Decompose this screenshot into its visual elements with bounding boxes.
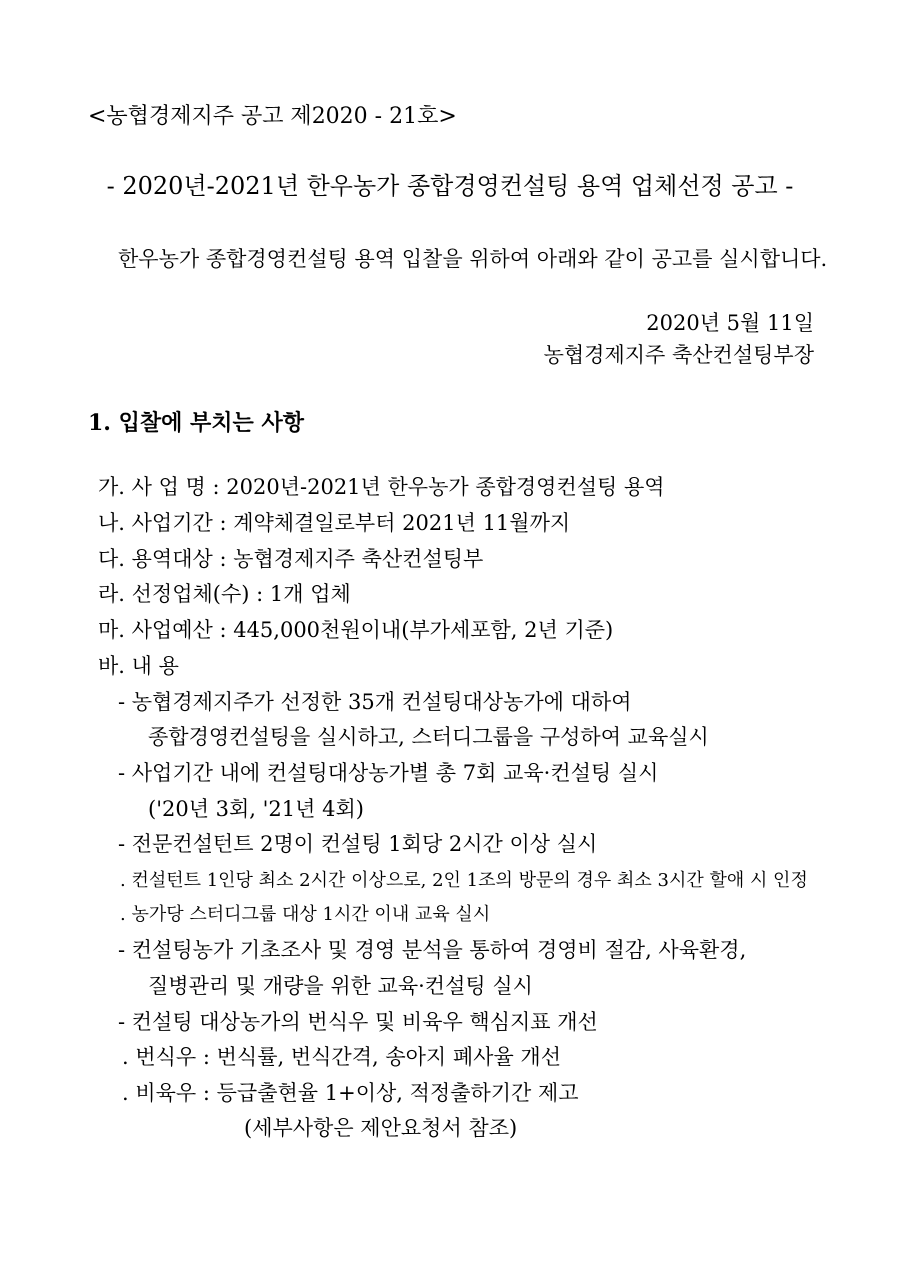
content-line: 질병관리 및 개량을 위한 교육·컨설팅 실시	[148, 974, 533, 998]
content-line: . 비육우 : 등급출현율 1+이상, 적정출하기간 제고	[122, 1081, 579, 1105]
content-line: . 컨설턴트 1인당 최소 2시간 이상으로, 2인 1조의 방문의 경우 최소 3시간 할애 시 인정	[120, 870, 808, 891]
content-line: . 번식우 : 번식률, 번식간격, 송아지 폐사율 개선	[122, 1045, 561, 1069]
item-budget: 마. 사업예산 : 445,000천원이내(부가세포함, 2년 기준)	[98, 618, 614, 642]
item-project-name: 가. 사 업 명 : 2020년-2021년 한우농가 종합경영컨설팅 용역	[98, 475, 665, 499]
document-title: - 2020년-2021년 한우농가 종합경영컨설팅 용역 업체선정 공고 -	[106, 172, 794, 200]
announcement-date: 2020년 5월 11일	[646, 311, 814, 335]
content-line: - 사업기간 내에 컨설팅대상농가별 총 7회 교육·컨설팅 실시	[118, 761, 659, 785]
content-line: - 전문컨설턴트 2명이 컨설팅 1회당 2시간 이상 실시	[118, 832, 598, 856]
item-project-period: 나. 사업기간 : 계약체결일로부터 2021년 11월까지	[98, 511, 571, 535]
content-line: ('20년 3회, '21년 4회)	[148, 797, 364, 821]
content-line: . 농가당 스터디그룹 대상 1시간 이내 교육 실시	[120, 904, 491, 925]
content-line: (세부사항은 제안요청서 참조)	[244, 1116, 518, 1140]
content-line: - 농협경제지주가 선정한 35개 컨설팅대상농가에 대하여	[118, 690, 632, 714]
content-line: - 컨설팅 대상농가의 번식우 및 비육우 핵심지표 개선	[118, 1010, 598, 1034]
issuer: 농협경제지주 축산컨설팅부장	[543, 343, 814, 367]
section-heading: 1. 입찰에 부치는 사항	[88, 410, 304, 436]
item-service-target: 다. 용역대상 : 농협경제지주 축산컨설팅부	[98, 547, 484, 571]
notice-number: <농협경제지주 공고 제2020 - 21호>	[88, 104, 457, 129]
item-vendor-count: 라. 선정업체(수) : 1개 업체	[98, 582, 351, 606]
item-content-label: 바. 내 용	[98, 654, 179, 678]
intro-text: 한우농가 종합경영컨설팅 용역 입찰을 위하여 아래와 같이 공고를 실시합니다.	[118, 247, 828, 271]
content-line: - 컨설팅농가 기초조사 및 경영 분석을 통하여 경영비 절감, 사육환경,	[118, 938, 747, 962]
content-line: 종합경영컨설팅을 실시하고, 스터디그룹을 구성하여 교육실시	[148, 725, 709, 749]
